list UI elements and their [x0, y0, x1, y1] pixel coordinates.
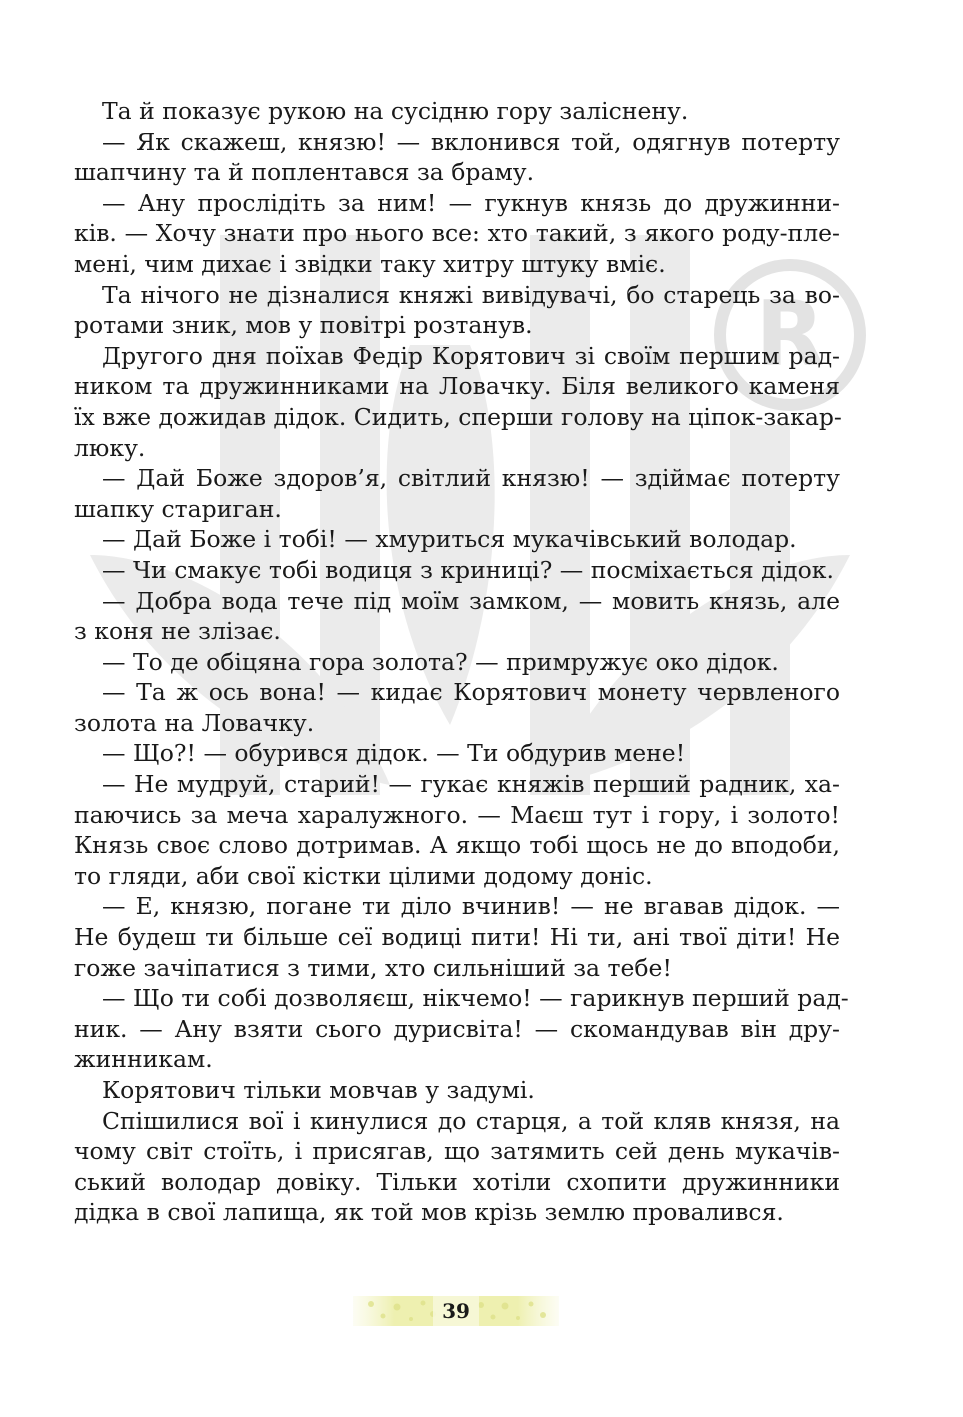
text-line: з коня не злізає. — [74, 617, 281, 646]
text-line: — Дай Боже здоров’я, світлий князю! — здіймає потерту — [102, 464, 840, 493]
text-line: — Дай Боже і тобі! — хмуриться мукачівський володар. — [102, 525, 797, 554]
text-line: ків. — Хочу знати про нього все: хто такий, з якого роду-пле- — [74, 219, 840, 248]
text-line: Корятович тільки мовчав у задумі. — [102, 1076, 535, 1104]
text-line: дідка в свої лапища, як той мов крізь землю провалився. — [74, 1198, 784, 1227]
text-line: чому світ стоїть, і присягав, що затямить сей день мукачів- — [74, 1137, 840, 1166]
text-line: Та й показує рукою на сусідню гору заліснену. — [102, 97, 689, 125]
text-line: Не будеш ти більше сеї водиці пити! Ні ти, ані твої діти! Не — [74, 923, 840, 952]
text-line: — Що?! — обурився дідок. — Ти обдурив мене! — [102, 739, 686, 768]
text-line: Другого дня поїхав Федір Корятович зі своїм першим рад- — [102, 341, 840, 370]
text-line: жинникам. — [74, 1045, 213, 1074]
text-line: — Е, князю, погане ти діло вчинив! — не вгавав дідок. — — [102, 892, 840, 921]
text-line: золота на Ловачку. — [74, 708, 315, 737]
text-line: Князь своє слово дотримав. А якщо тобі щось не до вподоби, — [74, 831, 840, 860]
text-line: — Ану прослідіть за ним! — гукнув князь до дружинни- — [102, 188, 840, 217]
text-line: — То де обіцяна гора золота? — примружує око дідок. — [102, 647, 779, 676]
svg-text:R: R — [755, 282, 825, 387]
text-line: ротами зник, мов у повітрі розтанув. — [74, 311, 533, 340]
text-line: їх вже дожидав дідок. Сидить, сперши голову на ціпок-закар- — [74, 402, 842, 431]
text-line: паючись за меча харалужного. — Маєш тут і гору, і золото! — [74, 800, 840, 829]
text-line: — Чи смакує тобі водиця з криниці? — посміхається дідок. — [102, 555, 834, 584]
text-line: шапчину та й поплентався за браму. — [74, 158, 535, 187]
text-line: шапку стариган. — [74, 494, 282, 523]
text-line: Спішилися вої і кинулися до старця, а той кляв князя, на — [102, 1106, 840, 1135]
text-line: — Не мудруй, старий! — гукає княжів перший радник, ха- — [102, 770, 840, 799]
text-line: — Як скажеш, князю! — вклонився той, одягнув потерту — [102, 127, 840, 156]
text-line: ником та дружинниками на Ловачку. Біля великого каменя — [74, 372, 840, 401]
text-line: ський володар довіку. Тільки хотіли схопити дружинники — [74, 1167, 840, 1196]
text-line: Та нічого не дізналися княжі вивідувачі, бо старець за во- — [102, 280, 840, 309]
text-line: мені, чим дихає і звідки таку хитру штуку вміє. — [74, 249, 666, 278]
text-line: гоже зачіпатися з тими, хто сильніший за тебе! — [74, 953, 672, 982]
text-line: — Добра вода тече під моїм замком, — мовить князь, але — [102, 586, 840, 615]
text-line: то гляди, аби свої кістки цілими додому доніс. — [74, 861, 653, 890]
page-number-band — [353, 1292, 559, 1330]
story-text — [74, 96, 849, 1228]
text-line: — Та ж ось вона! — кидає Корятович монету червленого — [102, 678, 840, 707]
page-number: 39 — [442, 1299, 470, 1323]
text-line: ник. — Ану взяти сього дурисвіта! — скомандував він дру- — [74, 1014, 840, 1043]
text-line: — Що ти собі дозволяєш, нікчемо! — гарикнув перший рад- — [102, 984, 849, 1013]
text-line: люку. — [74, 433, 146, 462]
